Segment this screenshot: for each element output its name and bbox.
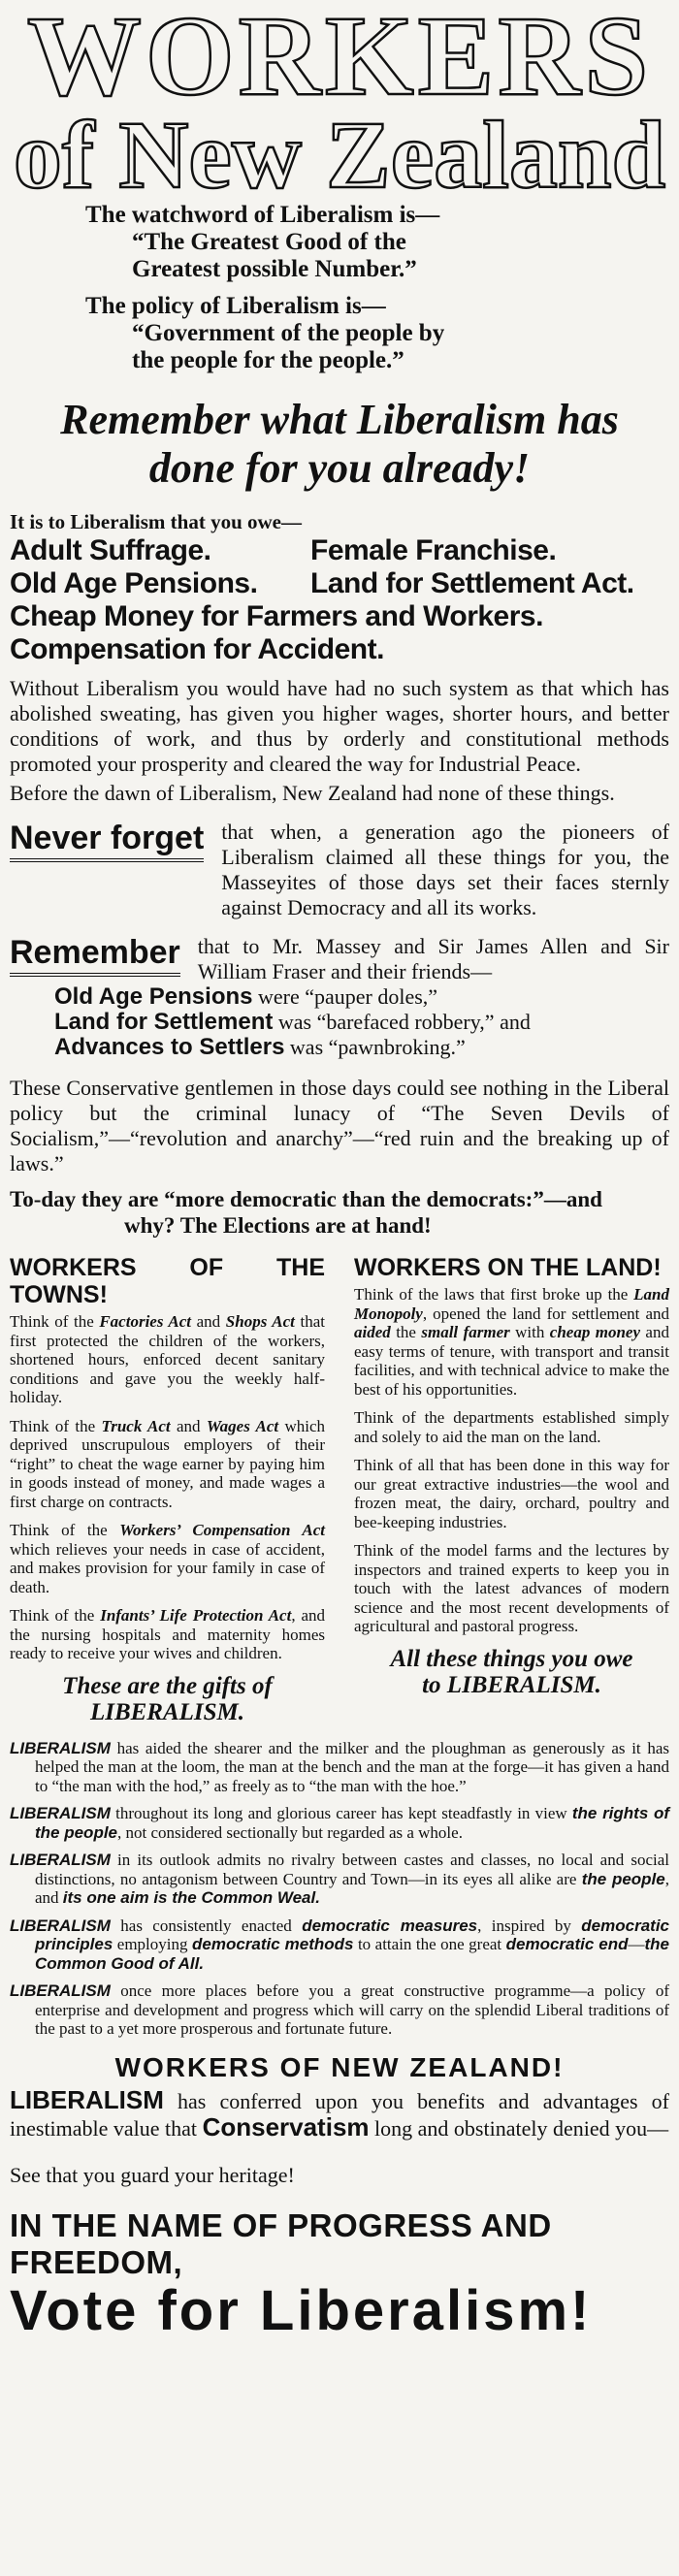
quote-text: were “pauper doles,” <box>252 984 438 1009</box>
slogan-line-2: done for you already! <box>148 444 531 492</box>
today-line <box>10 1186 669 1239</box>
conferred-paragraph: LIBERALISM has conferred upon you benefits and advantages of inestimable value that Conservatism long and obstinately denied you— <box>10 2084 669 2141</box>
remember-block <box>10 934 669 984</box>
towns-column <box>10 1254 325 1725</box>
remember-quotes <box>54 984 669 1060</box>
towns-closing: These are the gifts of LIBERALISM. <box>62 1672 273 1725</box>
remember-slogan <box>10 396 669 493</box>
policy-intro: The policy of Liberalism is— <box>85 293 386 319</box>
guard-heritage-line: See that you guard your heritage! <box>10 2162 295 2187</box>
two-column-section <box>10 1254 669 1725</box>
achievement: Compensation for Accident. <box>10 633 384 665</box>
achievement: Adult Suffrage. <box>10 534 211 566</box>
advertisement-page <box>0 2 679 2576</box>
before-dawn-paragraph: Before the dawn of Liberalism, New Zealand had none of these things. <box>10 781 615 805</box>
towns-paragraph: Think of the Infants’ Life Protection Act, and the nursing hospitals and maternity homes ready to receive your wives and children. <box>10 1606 325 1662</box>
remember-text: that to Mr. Massey and Sir James Allen and Sir William Fraser and their friends— <box>197 934 669 983</box>
liberalism-paragraph: LIBERALISM has aided the shearer and the milker and the ploughman as generously as it has helped the man at the loom, the man at the bench and the man at the forge—it has given a hand to “the man with the hod,” as freely as to “the man with the hoe.” <box>10 1738 669 1795</box>
headline-workers: WORKERS <box>26 0 653 119</box>
achievement: Land for Settlement Act. <box>310 567 634 599</box>
workers-of-new-zealand-heading: WORKERS OF NEW ZEALAND! <box>114 2051 565 2082</box>
watchword-block <box>85 202 669 374</box>
towns-paragraph: Think of the Truck Act and Wages Act which deprived unscrupulous employers of their “right” to cheat the wage earner by paying him in goods instead of money, and made wages a first charge on contracts. <box>10 1416 325 1511</box>
liberalism-paragraph: LIBERALISM throughout its long and glorious career has kept steadfastly in view the rights of the people, not considered sectionally but regarded as a whole. <box>10 1804 670 1842</box>
policy-quote-1: “Government of the people by <box>132 320 445 346</box>
towns-heading: WORKERS OF THE TOWNS! <box>10 1254 325 1308</box>
achievement: Old Age Pensions. <box>10 567 258 599</box>
quote-line <box>54 1035 669 1060</box>
towns-paragraph: Think of the Factories Act and Shops Act that first protected the children of the workers, shortened hours, enforced decent sanitary conditions and gave you the weekly half-holiday. <box>10 1312 325 1406</box>
achievement: Female Franchise. <box>310 534 557 566</box>
quote-line <box>54 1010 669 1035</box>
today-line-2: why? The Elections are at hand! <box>124 1213 432 1238</box>
land-paragraph: Think of the model farms and the lectures by inspectors and trained experts to keep you in touch with the latest advances of modern science and the most recent developments of agricultural and pastoral progress. <box>354 1541 669 1635</box>
watchword-intro: The watchword of Liberalism is— <box>85 202 440 228</box>
never-forget-block <box>10 820 669 920</box>
quote-subject: Old Age Pensions <box>54 983 253 1010</box>
owe-intro: It is to Liberalism that you owe— <box>10 510 302 533</box>
today-line-1: To-day they are “more democratic than the democrats:”—and <box>10 1187 602 1211</box>
quote-text: was “pawnbroking.” <box>284 1035 466 1059</box>
never-forget-heading: Never forget <box>10 820 204 862</box>
watchword-quote-2: Greatest possible Number.” <box>132 256 417 282</box>
towns-paragraph: Think of the Workers’ Compensation Act which relieves your needs in case of accident, and makes provision for your family in case of death. <box>10 1521 325 1596</box>
conservative-paragraph: These Conservative gentlemen in those days could see nothing in the Liberal policy but the criminal lunacy of “The Seven Devils of Socialism,”—“revolution and anarchy”—“red ruin and the breaking up of laws.” <box>10 1076 669 1175</box>
slogan-line-1: Remember what Liberalism has <box>60 396 619 443</box>
land-heading: WORKERS ON THE LAND! <box>354 1254 662 1281</box>
land-paragraph: Think of the laws that first broke up the Land Monopoly, opened the land for settlement and aided the small farmer with cheap money and easy terms of tenure, with transport and transit facilities, and with technical advice to make the best of his opportunities. <box>354 1285 669 1399</box>
vote-for-liberalism: Vote for Liberalism! <box>10 2278 593 2342</box>
land-paragraph: Think of the departments established simply and solely to aid the man on the land. <box>354 1408 669 1446</box>
quote-subject: Advances to Settlers <box>54 1034 285 1060</box>
quote-subject: Land for Settlement <box>54 1009 274 1035</box>
land-paragraph: Think of all that has been done in this way for our great extractive industries—the wool and frozen meat, the dairy, orchard, poultry and bee-keeping industries. <box>354 1456 669 1531</box>
quote-line <box>54 984 669 1010</box>
land-column <box>354 1254 669 1725</box>
headline-new-zealand: of New Zealand <box>13 101 666 209</box>
without-liberalism-paragraph: Without Liberalism you would have had no such system as that which has abolished sweating, has given you higher wages, shorter hours, and better conditions of work, and thus by orderly and constitutional methods promoted your prosperity and cleared the way for Industrial Peace. <box>10 676 669 776</box>
achievements-list <box>10 534 669 666</box>
liberalism-paragraphs <box>10 1739 669 2039</box>
land-closing: All these things you owe to LIBERALISM. <box>390 1645 633 1698</box>
remember-heading: Remember <box>10 934 180 977</box>
liberalism-paragraph: LIBERALISM in its outlook admits no rivalry between castes and classes, no local and social distinctions, no antagonism between Country and Town—in its eyes all alike are the people, and its one aim is the Common Weal. <box>10 1851 669 1907</box>
liberalism-paragraph: LIBERALISM once more places before you a great constructive programme—a policy of enterprise and development and progress which will carry on the splendid Liberal traditions of the past to a yet more prosperous and fortunate future. <box>10 1981 669 2038</box>
liberalism-paragraph: LIBERALISM has consistently enacted democratic measures, inspired by democratic principles employing democratic methods to attain the one great democratic end—the Common Good of All. <box>10 1916 670 1973</box>
progress-freedom-line: IN THE NAME OF PROGRESS AND FREEDOM, <box>10 2206 552 2280</box>
policy-quote-2: the people for the people.” <box>132 347 404 373</box>
achievement: Cheap Money for Farmers and Workers. <box>10 600 543 632</box>
never-forget-text: that when, a generation ago the pioneers of Liberalism claimed all these things for you, the Masseyites of those days set their faces sternly against Democracy and all its works. <box>221 820 669 919</box>
quote-text: was “barefaced robbery,” and <box>273 1010 531 1034</box>
watchword-quote-1: “The Greatest Good of the <box>132 229 406 255</box>
